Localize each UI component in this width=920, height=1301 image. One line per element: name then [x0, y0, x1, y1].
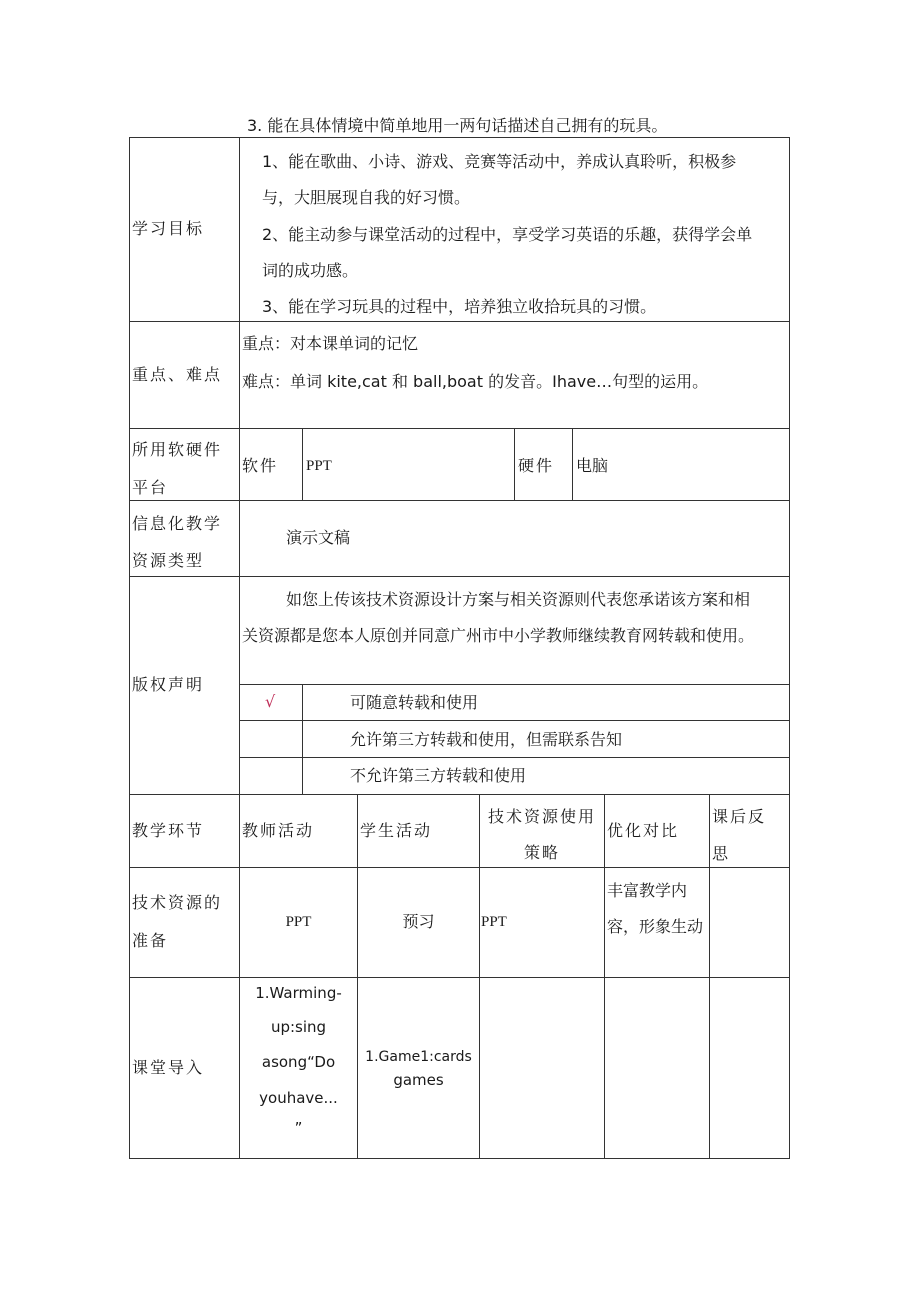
header-compare: 优化对比	[607, 821, 680, 840]
prep-stage-line-2: 准备	[132, 931, 169, 950]
difficult-point: 难点：单词 kite,cat 和 ball,boat 的发音。Ihave…句型的运用。	[242, 372, 709, 391]
objective-1-line-1: 1、能在歌曲、小诗、游戏、竞赛等活动中，养成认真聆听，积极参	[262, 152, 737, 171]
header-reflect-line-2: 思	[712, 844, 731, 863]
prep-stage-line-1: 技术资源的	[132, 893, 223, 912]
objective-2-line-2: 词的成功感。	[262, 261, 359, 280]
hardware-value: 电脑	[576, 456, 609, 475]
key-points-label: 重点、难点	[132, 365, 223, 384]
top-objective-line: 3. 能在具体情境中简单地用一两句话描述自己拥有的玩具。	[247, 116, 668, 135]
header-student: 学生活动	[360, 821, 433, 840]
copyright-option-3: 不允许第三方转载和使用	[350, 766, 527, 785]
prep-tech: PPT	[481, 914, 507, 930]
copyright-statement-line-1: 如您上传该技术资源设计方案与相关资源则代表您承诺该方案和相	[286, 590, 751, 609]
resource-type-label-line-2: 资源类型	[132, 551, 205, 570]
resource-type-value: 演示文稿	[286, 528, 351, 547]
header-teacher: 教师活动	[242, 821, 315, 840]
intro-teacher-line-3: asong“Do	[261, 1053, 336, 1071]
copyright-statement-line-2: 关资源都是您本人原创并同意广州市中小学教师继续教育网转载和使用。	[242, 626, 755, 645]
key-point: 重点：对本课单词的记忆	[242, 334, 419, 353]
header-tech-line-1: 技术资源使用	[487, 807, 596, 826]
prep-student: 预习	[402, 912, 435, 931]
copyright-label: 版权声明	[132, 675, 205, 694]
prep-compare-line-1: 丰富教学内	[607, 881, 688, 900]
intro-teacher-line-1: 1.Warming-	[255, 984, 342, 1002]
resource-type-label-line-1: 信息化教学	[132, 514, 223, 533]
platform-label-line-2: 平台	[132, 478, 169, 497]
check-mark-icon: √	[265, 692, 276, 711]
intro-student-line-1: 1.Game1:cards	[365, 1049, 472, 1065]
copyright-option-2: 允许第三方转载和使用，但需联系告知	[350, 730, 623, 749]
header-stage: 教学环节	[132, 821, 205, 840]
intro-student-line-2: games	[393, 1071, 444, 1089]
objective-2-line-1: 2、能主动参与课堂活动的过程中，享受学习英语的乐趣，获得学会单	[262, 225, 753, 244]
intro-teacher-line-5: ”	[294, 1119, 303, 1137]
platform-label-line-1: 所用软硬件	[132, 440, 223, 459]
header-tech-line-2: 策略	[523, 843, 560, 862]
objective-3: 3、能在学习玩具的过程中，培养独立收拾玩具的习惯。	[262, 297, 657, 316]
copyright-option-1: 可随意转载和使用	[350, 693, 479, 712]
software-label: 软件	[242, 456, 279, 475]
intro-stage: 课堂导入	[132, 1058, 205, 1077]
software-value: PPT	[306, 458, 332, 474]
objectives-label: 学习目标	[132, 219, 205, 238]
objective-1-line-2: 与，大胆展现自我的好习惯。	[262, 188, 471, 207]
intro-teacher-line-2: up:sing	[270, 1018, 327, 1036]
header-reflect-line-1: 课后反	[712, 807, 767, 826]
prep-teacher: PPT	[285, 914, 312, 930]
prep-compare-line-2: 容，形象生动	[607, 917, 704, 936]
hardware-label: 硬件	[518, 456, 555, 475]
intro-teacher-line-4: youhave...	[259, 1089, 338, 1107]
